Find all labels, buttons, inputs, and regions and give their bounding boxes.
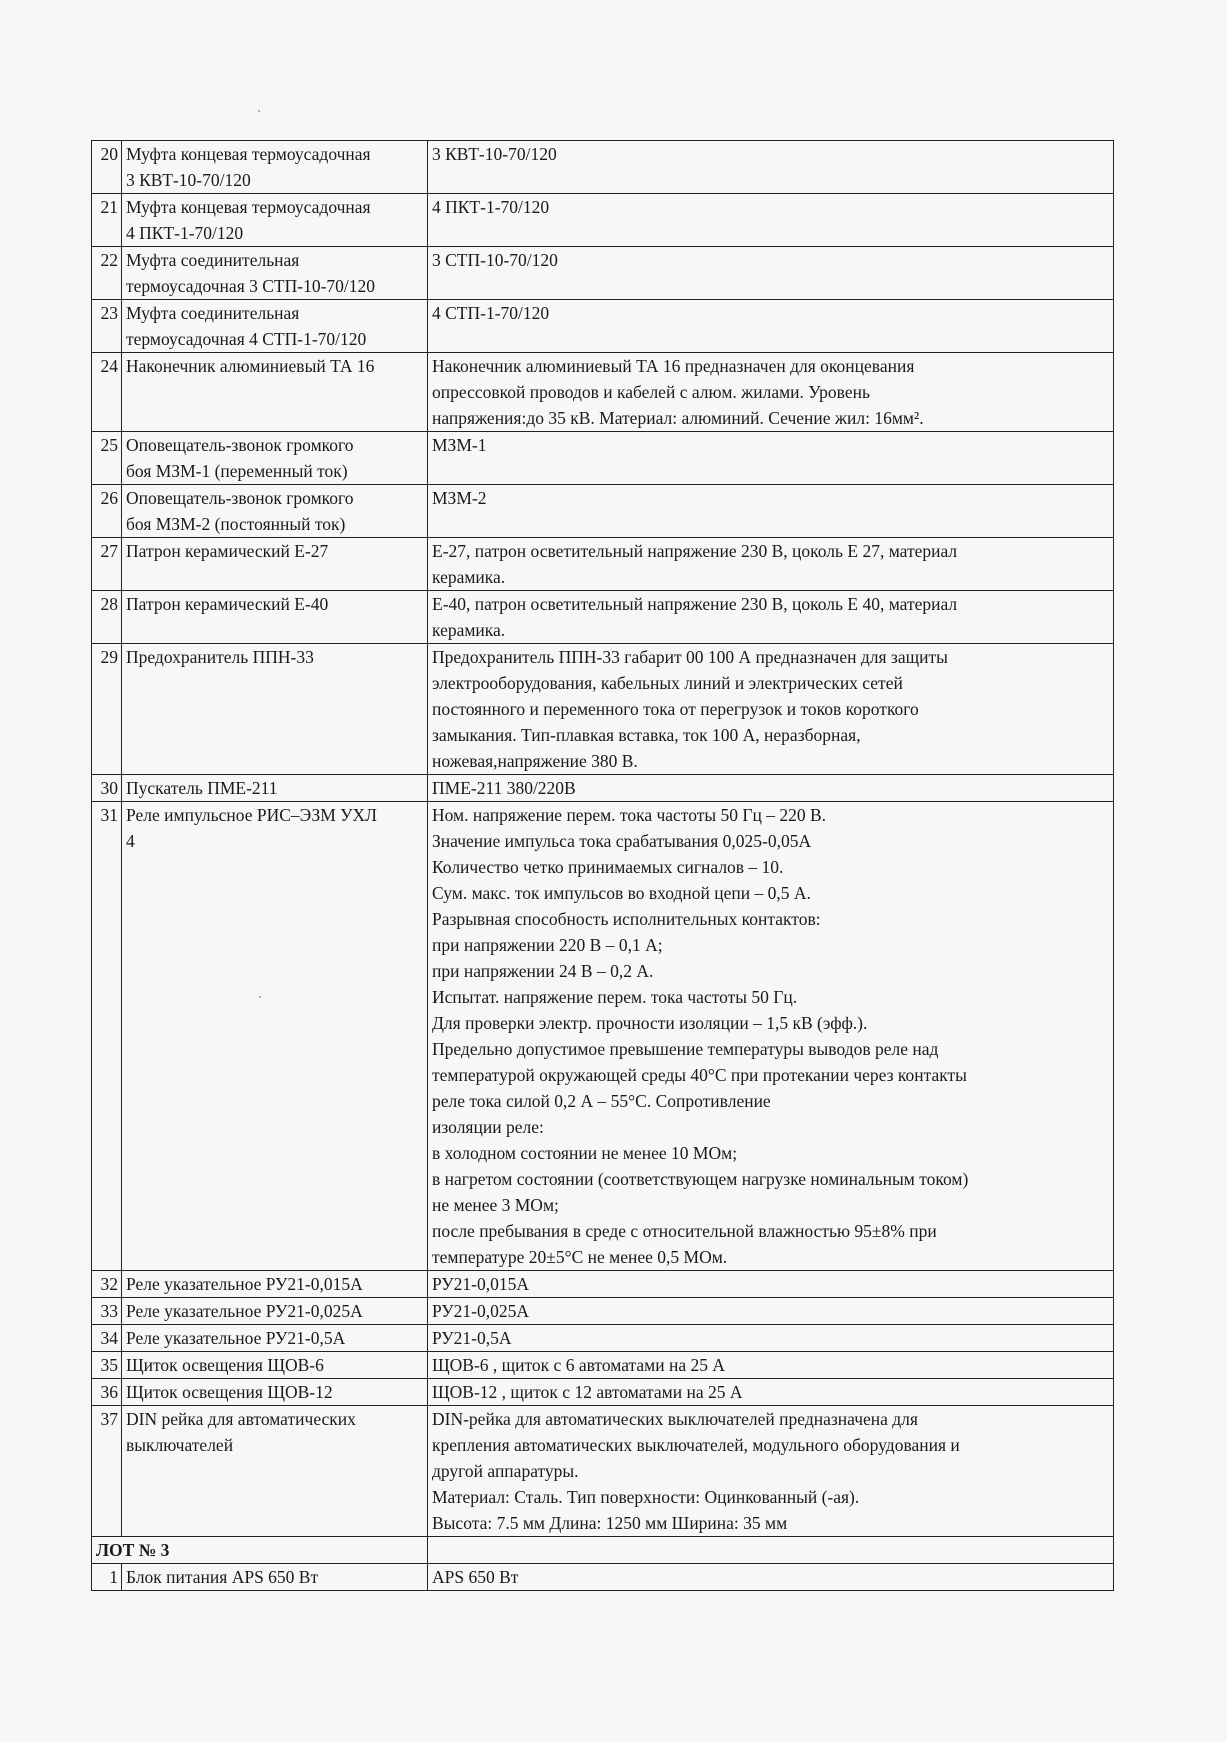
table-row: [92, 1271, 1114, 1298]
table-row: [92, 1325, 1114, 1352]
item-description: [428, 591, 1114, 644]
text-line: боя МЗМ-2 (постоянный ток): [126, 514, 346, 534]
text-line: Оповещатель-звонок громкого: [126, 488, 354, 508]
row-number: 29: [92, 644, 122, 775]
text-line: Реле указательное РУ21-0,025А: [126, 1301, 363, 1321]
text-line: [432, 458, 1110, 484]
table-row: [92, 1298, 1114, 1325]
text-line: Реле указательное РУ21-0,5А: [126, 1328, 346, 1348]
table-row: [92, 141, 1114, 194]
lot-empty-cell: [428, 1537, 1114, 1564]
item-name: [122, 1298, 428, 1325]
text-line: Муфта концевая термоусадочная: [126, 144, 371, 164]
text-line: при напряжении 24 В – 0,2 А.: [432, 961, 654, 981]
row-number: 30: [92, 775, 122, 802]
item-name: [122, 1406, 428, 1537]
text-line: постоянного и переменного тока от перегрузок и токов короткого: [432, 699, 919, 719]
text-line: Реле импульсное РИС–ЭЗМ УХЛ: [126, 805, 378, 825]
row-number: 26: [92, 485, 122, 538]
text-line: Патрон керамический Е-40: [126, 594, 329, 614]
table-row: [92, 247, 1114, 300]
text-line: керамика.: [432, 567, 506, 587]
row-number: 1: [92, 1564, 122, 1591]
text-line: керамика.: [432, 620, 506, 640]
text-line: 4: [126, 831, 135, 851]
text-line: Предельно допустимое превышение температуры выводов реле над: [432, 1039, 939, 1059]
scan-speck: [258, 110, 260, 112]
text-line: Оповещатель-звонок громкого: [126, 435, 354, 455]
item-description: [428, 644, 1114, 775]
row-number: 31: [92, 802, 122, 1271]
text-line: в нагретом состоянии (соответствующем нагрузке номинальным током): [432, 1169, 969, 1189]
item-description: [428, 1325, 1114, 1352]
item-description: [428, 141, 1114, 194]
text-line: DIN-рейка для автоматических выключателей предназначена для: [432, 1409, 918, 1429]
item-description: [428, 194, 1114, 247]
row-number: 22: [92, 247, 122, 300]
item-description: [428, 1298, 1114, 1325]
item-name: [122, 353, 428, 432]
text-line: Высота: 7.5 мм Длина: 1250 мм Ширина: 35 мм: [432, 1513, 788, 1533]
text-line: Количество четко принимаемых сигналов – 10.: [432, 857, 784, 877]
item-description: [428, 1271, 1114, 1298]
row-number: 37: [92, 1406, 122, 1537]
item-name: [122, 485, 428, 538]
text-line: в холодном состоянии не менее 10 МОм;: [432, 1143, 738, 1163]
text-line: термоусадочная 4 СТП-1-70/120: [126, 329, 367, 349]
item-description: [428, 300, 1114, 353]
text-line: при напряжении 220 В – 0,1 А;: [432, 935, 663, 955]
lot-label: ЛОТ № 3: [92, 1537, 428, 1564]
text-line: ПМЕ-211 380/220В: [432, 778, 576, 798]
text-line: Реле указательное РУ21-0,015А: [126, 1274, 363, 1294]
item-name: [122, 247, 428, 300]
item-name: [122, 538, 428, 591]
text-line: Е-27, патрон осветительный напряжение 230 В, цоколь Е 27, материал: [432, 541, 958, 561]
item-name: [122, 300, 428, 353]
text-line: ЩОВ-12 , щиток с 12 автоматами на 25 А: [432, 1382, 743, 1402]
item-description: [428, 432, 1114, 485]
item-name: [122, 1325, 428, 1352]
text-line: выключателей: [126, 1435, 234, 1455]
text-line: напряжения:до 35 кВ. Материал: алюминий. Сечение жил: 16мм².: [432, 408, 924, 428]
text-line: Испытат. напряжение перем. тока частоты 50 Гц.: [432, 987, 798, 1007]
row-number: 23: [92, 300, 122, 353]
text-line: после пребывания в среде с относительной влажностью 95±8% при: [432, 1221, 937, 1241]
text-line: Ном. напряжение перем. тока частоты 50 Гц – 220 В.: [432, 805, 827, 825]
table-row: [92, 538, 1114, 591]
table-row: [92, 1406, 1114, 1537]
text-line: [432, 273, 1110, 299]
text-line: Наконечник алюминиевый ТА 16 предназначен для оконцевания: [432, 356, 915, 376]
text-line: Материал: Сталь. Тип поверхности: Оцинкованный (-ая).: [432, 1487, 860, 1507]
specification-table: [91, 140, 1114, 1591]
table-row: [92, 353, 1114, 432]
text-line: РУ21-0,025А: [432, 1301, 530, 1321]
item-description: [428, 1379, 1114, 1406]
row-number: 21: [92, 194, 122, 247]
text-line: Разрывная способность исполнительных контактов:: [432, 909, 821, 929]
item-name: [122, 1564, 428, 1591]
table-row: [92, 300, 1114, 353]
table-row: [92, 644, 1114, 775]
table-row: [92, 1564, 1114, 1591]
text-line: ножевая,напряжение 380 В.: [432, 751, 638, 771]
row-number: 33: [92, 1298, 122, 1325]
text-line: 4 ПКТ-1-70/120: [126, 223, 244, 243]
text-line: реле тока силой 0,2 А – 55°С. Сопротивление: [432, 1091, 771, 1111]
text-line: Для проверки электр. прочности изоляции – 1,5 кВ (эфф.).: [432, 1013, 868, 1033]
text-line: МЗМ-1: [432, 435, 487, 455]
text-line: 3 СТП-10-70/120: [432, 250, 558, 270]
item-name: [122, 1379, 428, 1406]
text-line: Щиток освещения ЩОВ-6: [126, 1355, 324, 1375]
item-description: [428, 1564, 1114, 1591]
table-row: [92, 194, 1114, 247]
item-description: [428, 1352, 1114, 1379]
item-description: [428, 802, 1114, 1271]
text-line: другой аппаратуры.: [432, 1461, 579, 1481]
text-line: APS 650 Вт: [432, 1567, 519, 1587]
text-line: Предохранитель ППН-33: [126, 647, 314, 667]
text-line: термоусадочная 3 СТП-10-70/120: [126, 276, 376, 296]
table-row: [92, 1352, 1114, 1379]
table-row: [92, 485, 1114, 538]
text-line: Пускатель ПМЕ-211: [126, 778, 278, 798]
text-line: Патрон керамический Е-27: [126, 541, 329, 561]
text-line: ЩОВ-6 , щиток с 6 автоматами на 25 А: [432, 1355, 725, 1375]
item-name: [122, 432, 428, 485]
table-row: [92, 591, 1114, 644]
item-description: [428, 775, 1114, 802]
text-line: Муфта соединительная: [126, 303, 300, 323]
text-line: Муфта концевая термоусадочная: [126, 197, 371, 217]
item-name: [122, 591, 428, 644]
text-line: Муфта соединительная: [126, 250, 300, 270]
text-line: боя МЗМ-1 (переменный ток): [126, 461, 348, 481]
row-number: 20: [92, 141, 122, 194]
text-line: [432, 511, 1110, 537]
row-number: 32: [92, 1271, 122, 1298]
text-line: Сум. макс. ток импульсов во входной цепи – 0,5 А.: [432, 883, 811, 903]
table-row: [92, 802, 1114, 1271]
row-number: 36: [92, 1379, 122, 1406]
item-name: [122, 802, 428, 1271]
text-line: 3 КВТ-10-70/120: [126, 170, 251, 190]
item-description: [428, 538, 1114, 591]
text-line: 4 СТП-1-70/120: [432, 303, 550, 323]
lot-header-row: [92, 1537, 1114, 1564]
item-name: [122, 194, 428, 247]
item-description: [428, 247, 1114, 300]
text-line: Щиток освещения ЩОВ-12: [126, 1382, 333, 1402]
item-description: [428, 1406, 1114, 1537]
text-line: Значение импульса тока срабатывания 0,025-0,05А: [432, 831, 812, 851]
row-number: 24: [92, 353, 122, 432]
row-number: 27: [92, 538, 122, 591]
row-number: 35: [92, 1352, 122, 1379]
item-name: [122, 1271, 428, 1298]
table-row: [92, 432, 1114, 485]
text-line: [432, 326, 1110, 352]
text-line: 4 ПКТ-1-70/120: [432, 197, 550, 217]
text-line: [432, 220, 1110, 246]
text-line: Наконечник алюминиевый ТА 16: [126, 356, 375, 376]
text-line: замыкания. Тип-плавкая вставка, ток 100 А, неразборная,: [432, 725, 861, 745]
text-line: температуре 20±5°С не менее 0,5 МОм.: [432, 1247, 728, 1267]
item-description: [428, 353, 1114, 432]
table-row: [92, 1379, 1114, 1406]
text-line: не менее 3 МОм;: [432, 1195, 559, 1215]
row-number: 28: [92, 591, 122, 644]
item-name: [122, 644, 428, 775]
item-name: [122, 141, 428, 194]
row-number: 34: [92, 1325, 122, 1352]
text-line: изоляции реле:: [432, 1117, 544, 1137]
text-line: Е-40, патрон осветительный напряжение 230 В, цоколь Е 40, материал: [432, 594, 958, 614]
text-line: РУ21-0,5А: [432, 1328, 512, 1348]
item-description: [428, 485, 1114, 538]
row-number: 25: [92, 432, 122, 485]
text-line: температурой окружающей среды 40°С при протекании через контакты: [432, 1065, 967, 1085]
text-line: 3 КВТ-10-70/120: [432, 144, 557, 164]
text-line: [432, 167, 1110, 193]
item-name: [122, 1352, 428, 1379]
text-line: крепления автоматических выключателей, модульного оборудования и: [432, 1435, 960, 1455]
text-line: МЗМ-2: [432, 488, 487, 508]
text-line: опрессовкой проводов и кабелей с алюм. жилами. Уровень: [432, 382, 870, 402]
text-line: РУ21-0,015А: [432, 1274, 530, 1294]
text-line: электрооборудования, кабельных линий и электрических сетей: [432, 673, 903, 693]
text-line: Предохранитель ППН-33 габарит 00 100 А предназначен для защиты: [432, 647, 948, 667]
text-line: DIN рейка для автоматических: [126, 1409, 356, 1429]
table-row: [92, 775, 1114, 802]
text-line: Блок питания APS 650 Вт: [126, 1567, 319, 1587]
item-name: [122, 775, 428, 802]
